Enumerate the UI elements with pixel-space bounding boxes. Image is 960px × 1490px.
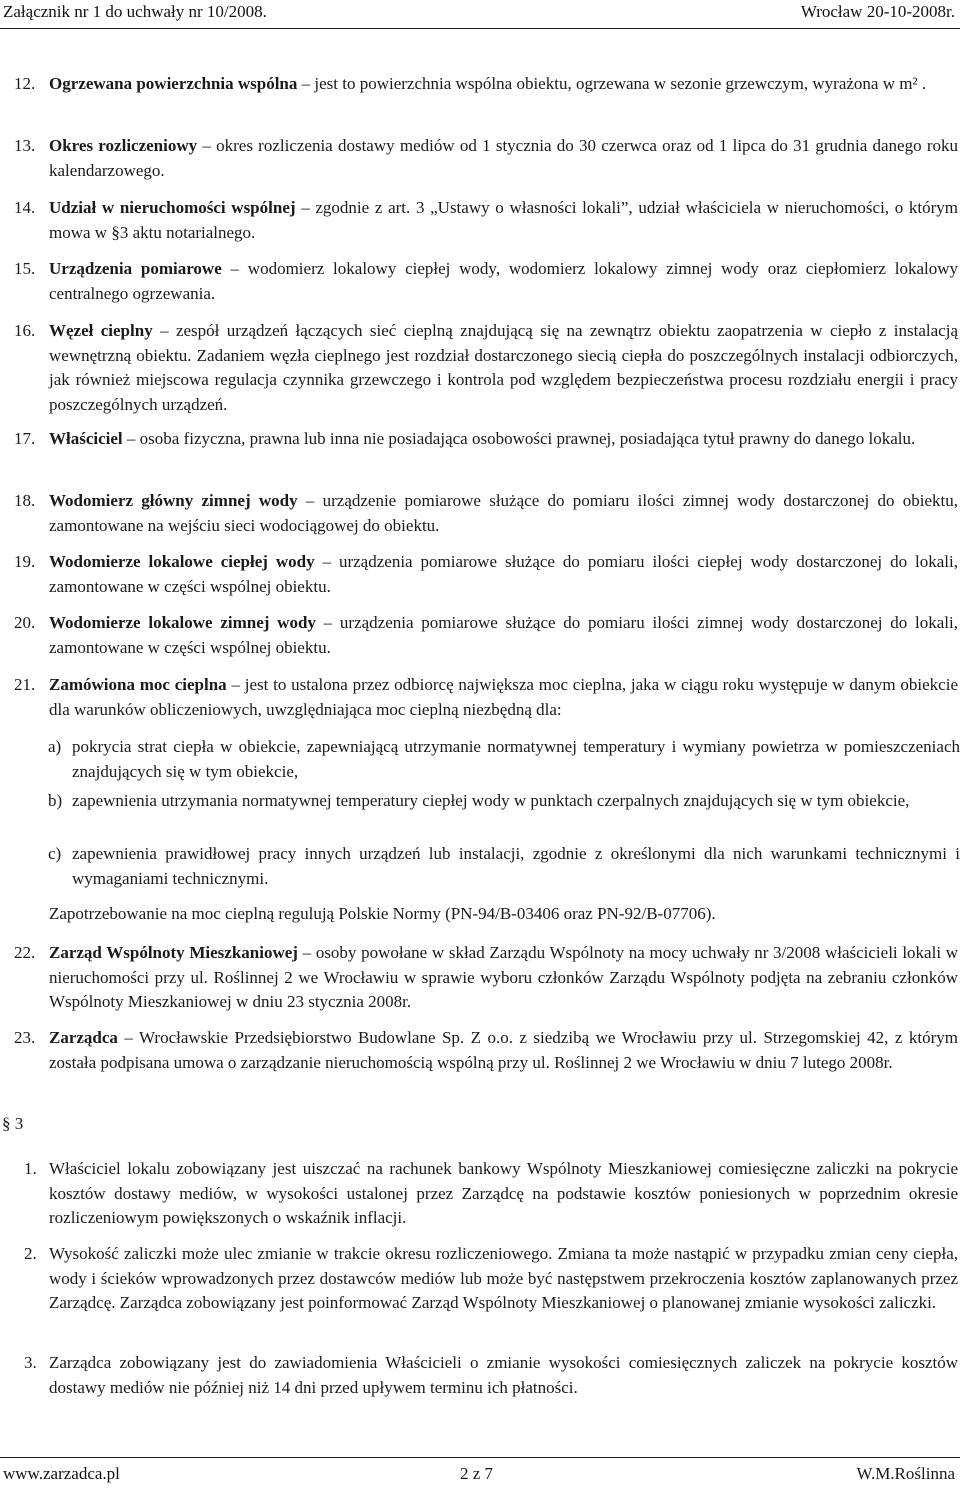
sub-item-text: zapewnienia prawidłowej pracy innych urządzeń lub instalacji, zgodnie z określonymi dla nich warunkami technicznymi i wymaganiami technicznymi. xyxy=(72,844,960,888)
item-term: Urządzenia pomiarowe xyxy=(49,259,222,278)
definition-item xyxy=(14,134,958,183)
paragraph-item xyxy=(14,1351,958,1400)
item-text: – zgodnie z art. 3 „Ustawy o własności lokali”, udział właściciela w nieruchomości, o którym mowa w §3 aktu notarialnego. xyxy=(49,198,958,242)
item-number: 13. xyxy=(14,136,36,155)
item-number: 18. xyxy=(14,491,36,510)
sub-item-label: c) xyxy=(48,844,62,863)
definition-item xyxy=(14,550,958,599)
header-title: Załącznik nr 1 do uchwały nr 10/2008. xyxy=(3,2,267,21)
item-number: 23. xyxy=(14,1028,36,1047)
definition-item xyxy=(14,257,958,306)
paragraph-number: 3. xyxy=(24,1353,37,1372)
sub-item-text: pokrycia strat ciepła w obiekcie, zapewniającą utrzymanie normatywnej temperatury i wymiany powietrza w pomieszczeniach znajdujących się w tym obiekcie, xyxy=(72,737,960,781)
definition-item xyxy=(14,941,958,1015)
item-number: 14. xyxy=(14,198,36,217)
item-text: – urządzenia pomiarowe służące do pomiaru ilości ciepłej wody dostarczonej do lokali, zamontowane w części wspólnej obiektu. xyxy=(49,552,958,596)
definition-item xyxy=(14,72,958,97)
item-number: 16. xyxy=(14,321,36,340)
item-text: – okres rozliczenia dostawy mediów od 1 stycznia do 30 czerwca oraz od 1 lipca do 31 grudnia danego roku kalendarzowego. xyxy=(49,136,958,180)
item-term: Wodomierze lokalowe ciepłej wody xyxy=(49,552,315,571)
item-term: Węzeł cieplny xyxy=(49,321,153,340)
header-date: Wrocław 20-10-2008r. xyxy=(800,2,955,21)
paragraph-number: 1. xyxy=(24,1159,37,1178)
header-rule xyxy=(0,28,960,29)
item-term: Wodomierz główny zimnej wody xyxy=(49,491,298,510)
item-term: Właściciel xyxy=(49,429,123,448)
item-text: – osoby powołane w skład Zarządu Wspólnoty na mocy uchwały nr 3/2008 właścicieli lokali w nieruchomości przy ul. Roślinnej 2 we Wrocławiu w sprawie wyboru członków Zarządu Wspólnoty podjęta na zebraniu członków Wspólnoty Mieszkaniowej w dniu 23 stycznia 2008r. xyxy=(49,943,959,1012)
item-number: 19. xyxy=(14,552,36,571)
item-term: Ogrzewana powierzchnia wspólna xyxy=(49,74,298,93)
sub-item xyxy=(48,789,960,814)
item-text: – jest to ustalona przez odbiorcę największa moc cieplna, jaka w ciągu roku występuje w danym obiekcie dla warunków obliczeniowych, uwzględniająca moc cieplną niezbędną dla: xyxy=(49,675,958,719)
definition-item xyxy=(14,489,958,538)
item-number: 22. xyxy=(14,943,36,962)
paragraph-number: 2. xyxy=(24,1244,37,1263)
footer-website-link[interactable]: www.zarzadca.pl xyxy=(3,1464,120,1483)
item-text: – urządzenia pomiarowe służące do pomiaru ilości zimnej wody dostarczonej do lokali, zamontowane w części wspólnej obiektu. xyxy=(49,613,958,657)
definition-item xyxy=(14,1026,958,1075)
paragraph-text: Właściciel lokalu zobowiązany jest uiszczać na rachunek bankowy Wspólnoty Mieszkaniowej comiesięczne zaliczki na pokrycie kosztów dostawy mediów, w wysokości ustalonej przez Zarządcę na podstawie kosztów poniesionych w poprzednim okresie rozliczeniowym powiększonych o wskaźnik inflacji. xyxy=(49,1159,958,1228)
footer-community: W.M.Roślinna xyxy=(856,1464,955,1483)
definition-item xyxy=(14,611,958,660)
item-number: 20. xyxy=(14,613,36,632)
item-text: – jest to powierzchnia wspólna obiektu, ogrzewana w sezonie grzewczym, wyrażona w m² . xyxy=(297,74,927,93)
definition-item xyxy=(14,673,958,722)
footer-rule xyxy=(0,1457,960,1458)
sub-item-text: zapewnienia utrzymania normatywnej temperatury ciepłej wody w punktach czerpalnych znajdujących się w tym obiekcie, xyxy=(72,791,910,810)
item-term: Zamówiona moc cieplna xyxy=(49,675,227,694)
paragraph-item xyxy=(14,1157,958,1231)
item-term: Zarządca xyxy=(49,1028,118,1047)
item-term: Wodomierze lokalowe zimnej wody xyxy=(49,613,316,632)
item-number: 21. xyxy=(14,675,36,694)
definition-item xyxy=(14,196,958,245)
item-number: 17. xyxy=(14,429,36,448)
sub-item-label: b) xyxy=(48,791,63,810)
definition-item xyxy=(14,319,958,417)
section-heading: § 3 xyxy=(2,1114,24,1133)
item-term: Udział w nieruchomości wspólnej xyxy=(49,198,296,217)
paragraph-text: Zarządca zobowiązany jest do zawiadomienia Właścicieli o zmianie wysokości comiesięcznych zaliczek na pokrycie kosztów dostawy mediów nie później niż 14 dni przed upływem terminu ich płatności. xyxy=(49,1353,958,1397)
definition-item xyxy=(14,427,958,452)
item-text: – wodomierz lokalowy ciepłej wody, wodomierz lokalowy zimnej wody oraz ciepłomierz lokalowy centralnego ogrzewania. xyxy=(49,259,958,303)
item-text: – Wrocławskie Przedsiębiorstwo Budowlane Sp. Z o.o. z siedzibą we Wrocławiu przy ul. Strzegomskiej 42, z którym została podpisana umowa o zarządzanie nieruchomością wspólną przy ul. Roślinnej 2 we Wrocławiu w dniu 7 lutego 2008r. xyxy=(49,1028,958,1072)
item-term: Okres rozliczeniowy xyxy=(49,136,198,155)
item-number: 15. xyxy=(14,259,36,278)
page-number: 2 z 7 xyxy=(460,1464,494,1483)
paragraph-item xyxy=(14,1242,958,1316)
item-term: Zarząd Wspólnoty Mieszkaniowej xyxy=(49,943,298,962)
sub-item xyxy=(48,842,960,891)
note-paragraph: Zapotrzebowanie na moc cieplną regulują Polskie Normy (PN-94/B-03406 oraz PN-92/B-07706). xyxy=(49,904,716,923)
sub-item xyxy=(48,735,960,784)
item-number: 12. xyxy=(14,74,36,93)
paragraph-text: Wysokość zaliczki może ulec zmianie w trakcie okresu rozliczeniowego. Zmiana ta może nastąpić w przypadku zmian ceny ciepła, wody i ścieków wprowadzonych przez dostawców mediów lub może być następstwem przekroczenia kosztów zaplanowanych przez Zarządcę. Zarządca zobowiązany jest poinformować Zarząd Wspólnoty Mieszkaniowej o planowanej zmianie wysokości zaliczki. xyxy=(49,1244,958,1313)
item-text: – zespół urządzeń łączących sieć cieplną znajdującą się na zewnątrz obiektu zaopatrzenia w ciepło z instalacją wewnętrzną obiektu. Zadaniem węzła cieplnego jest rozdział dostarczonego siecią ciepła do poszczególnych instalacji odbiorczych, jak również miejscowa regulacja czynnika grzewczego i kontrola pod względem bezpieczeństwa procesu rozdziału energii i pracy poszczególnych urządzeń. xyxy=(49,321,958,414)
item-text: – urządzenie pomiarowe służące do pomiaru ilości zimnej wody dostarczonej do obiektu, zamontowane na wejściu sieci wodociągowej do obiektu. xyxy=(49,491,958,535)
item-text: – osoba fizyczna, prawna lub inna nie posiadająca osobowości prawnej, posiadająca tytuł prawny do danego lokalu. xyxy=(122,429,916,448)
sub-item-label: a) xyxy=(48,737,62,756)
